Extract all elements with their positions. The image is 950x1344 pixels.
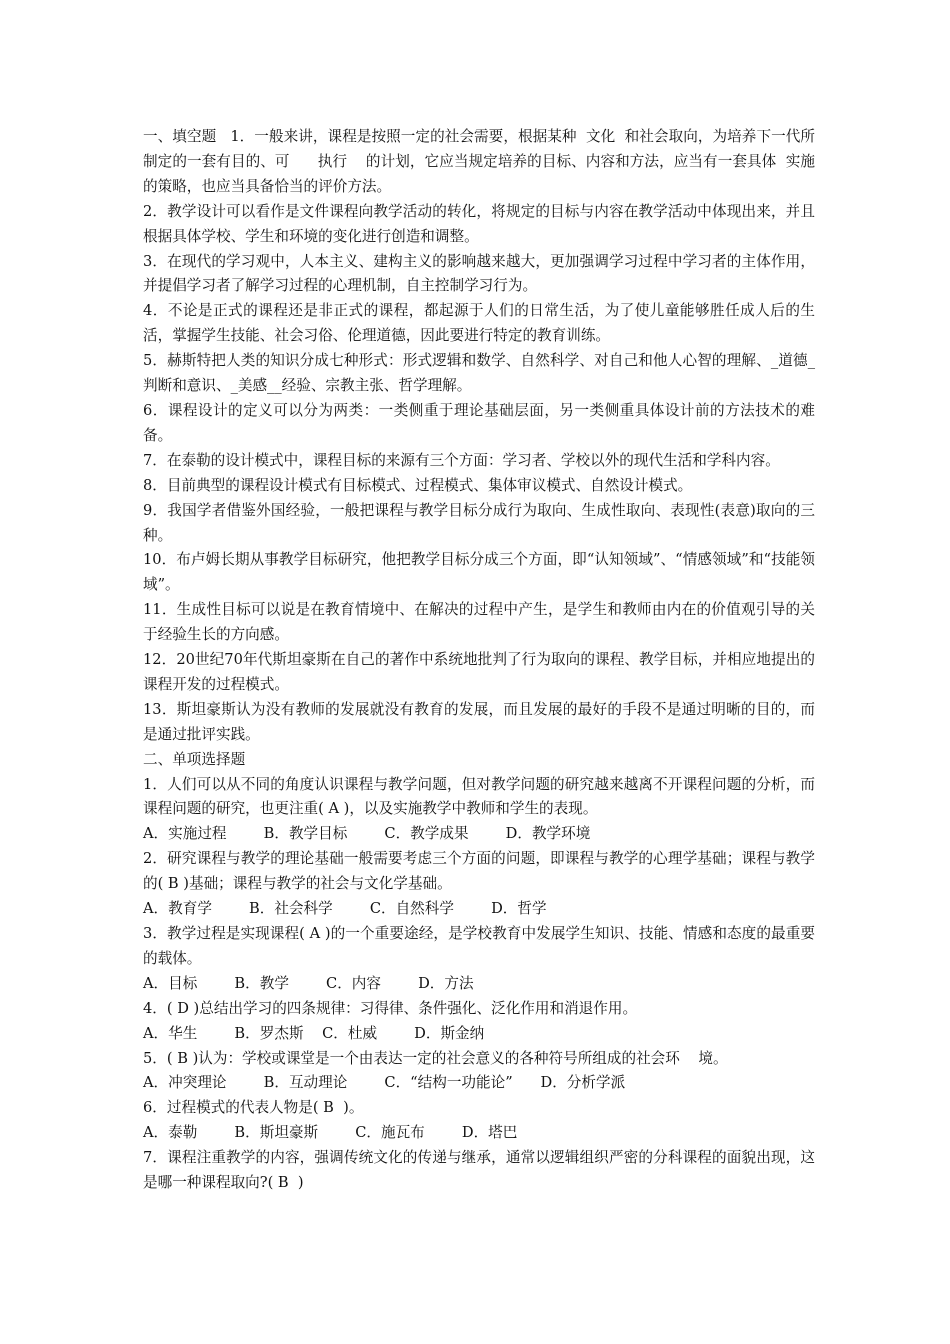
question-4-options: A．华生 B．罗杰斯 C．杜威 D．斯金纳: [143, 1024, 485, 1042]
paragraph-fill-10: 10．布卢姆长期从事教学目标研究，他把教学目标分成三个方面，即“认知领域”、“情感领域”和“技能领域”。: [143, 551, 815, 594]
paragraph-fill-9: 9．我国学者借鉴外国经验，一般把课程与教学目标分成行为取向、生成性取向、表现性(表意)取向的三种。: [143, 501, 815, 544]
question-2: 2．研究课程与教学的理论基础一般需要考虑三个方面的问题，即课程与教学的心理学基础；课程与教学的( B )基础；课程与教学的社会与文化学基础。: [143, 850, 815, 893]
question-4: 4．( D )总结出学习的四条规律：习得律、条件强化、泛化作用和消退作用。: [143, 999, 638, 1017]
paragraph-fill-5: 5．赫斯特把人类的知识分成七种形式：形式逻辑和数学、自然科学、对自己和他人心智的理解、_道德_判断和意识、_美感__经验、宗教主张、哲学理解。: [143, 352, 815, 395]
question-3-options: A．目标 B．教学 C．内容 D．方法: [143, 974, 474, 992]
paragraph-fill-intro-1: 一、填空题 1．一般来讲，课程是按照一定的社会需要，根据某种 文化 和社会取向，为培养下一代所制定的一套有目的、可 执行 的计划，它应当规定培养的目标、内容和方法，应当有一套具体 实施 的策略，也应当具备恰当的评价方法。: [143, 128, 825, 195]
paragraph-fill-8: 8．目前典型的课程设计模式有目标模式、过程模式、集体审议模式、自然设计模式。: [143, 476, 693, 494]
question-6-options: A．泰勒 B．斯坦豪斯 C．施瓦布 D．塔巴: [143, 1124, 518, 1142]
paragraph-fill-13: 13．斯坦豪斯认为没有教师的发展就没有教育的发展，而且发展的最好的手段不是通过明晰的目的，而是通过批评实践。: [143, 700, 815, 743]
paragraph-fill-4: 4．不论是正式的课程还是非正式的课程，都起源于人们的日常生活，为了使儿童能够胜任成人后的生活，掌握学生技能、社会习俗、伦理道德，因此要进行特定的教育训练。: [143, 302, 815, 345]
paragraph-fill-11: 11．生成性目标可以说是在教育情境中、在解决的过程中产生，是学生和教师由内在的价值观引导的关于经验生长的方向感。: [143, 601, 815, 644]
question-3: 3．教学过程是实现课程( A )的一个重要途经，是学校教育中发展学生知识、技能、情感和态度的最重要的载体。: [143, 925, 815, 967]
paragraph-fill-6: 6．课程设计的定义可以分为两类：一类侧重于理论基础层面，另一类侧重具体设计前的方法技术的难备。: [143, 401, 815, 444]
paragraph-fill-2: 2．教学设计可以看作是文件课程向教学活动的转化，将规定的目标与内容在教学活动中体现出来，并且根据具体学校、学生和环境的变化进行创造和调整。: [143, 202, 815, 245]
question-1: 1．人们可以从不同的角度认识课程与教学问题，但对教学问题的研究越来越离不开课程问题的分析，而课程问题的研究，也更注重( A )，以及实施教学中教师和学生的表现。: [143, 775, 815, 818]
paragraph-fill-12: 12．20世纪70年代斯坦豪斯在自己的著作中系统地批判了行为取向的课程、教学目标，并相应地提出的课程开发的过程模式。: [143, 651, 815, 693]
question-7: 7．课程注重教学的内容，强调传统文化的传递与继承，通常以逻辑组织严密的分科课程的面貌出现，这是哪一种课程取向?( B ): [143, 1149, 815, 1192]
question-5: 5．( B )认为：学校或课堂是一个由表达一定的社会意义的各种符号所组成的社会环 境。: [143, 1049, 728, 1067]
section-heading-single-choice: 二、单项选择题: [143, 750, 246, 768]
question-2-options: A．教育学 B．社会科学 C．自然科学 D．哲学: [143, 900, 547, 918]
question-5-options: A．冲突理论 B．互动理论 C．“结构一功能论” D．分析学派: [143, 1074, 626, 1092]
question-1-options: A．实施过程 B．教学目标 C．教学成果 D．教学环境: [143, 825, 591, 843]
paragraph-fill-3: 3．在现代的学习观中，人本主义、建构主义的影响越来越大，更加强调学习过程中学习者的主体作用，并提倡学习者了解学习过程的心理机制，自主控制学习行为。: [143, 252, 815, 295]
question-6: 6．过程模式的代表人物是( B )。: [143, 1099, 364, 1117]
document-page: [143, 125, 825, 1196]
paragraph-fill-7: 7．在泰勒的设计模式中，课程目标的来源有三个方面：学习者、学校以外的现代生活和学科内容。: [143, 451, 780, 469]
